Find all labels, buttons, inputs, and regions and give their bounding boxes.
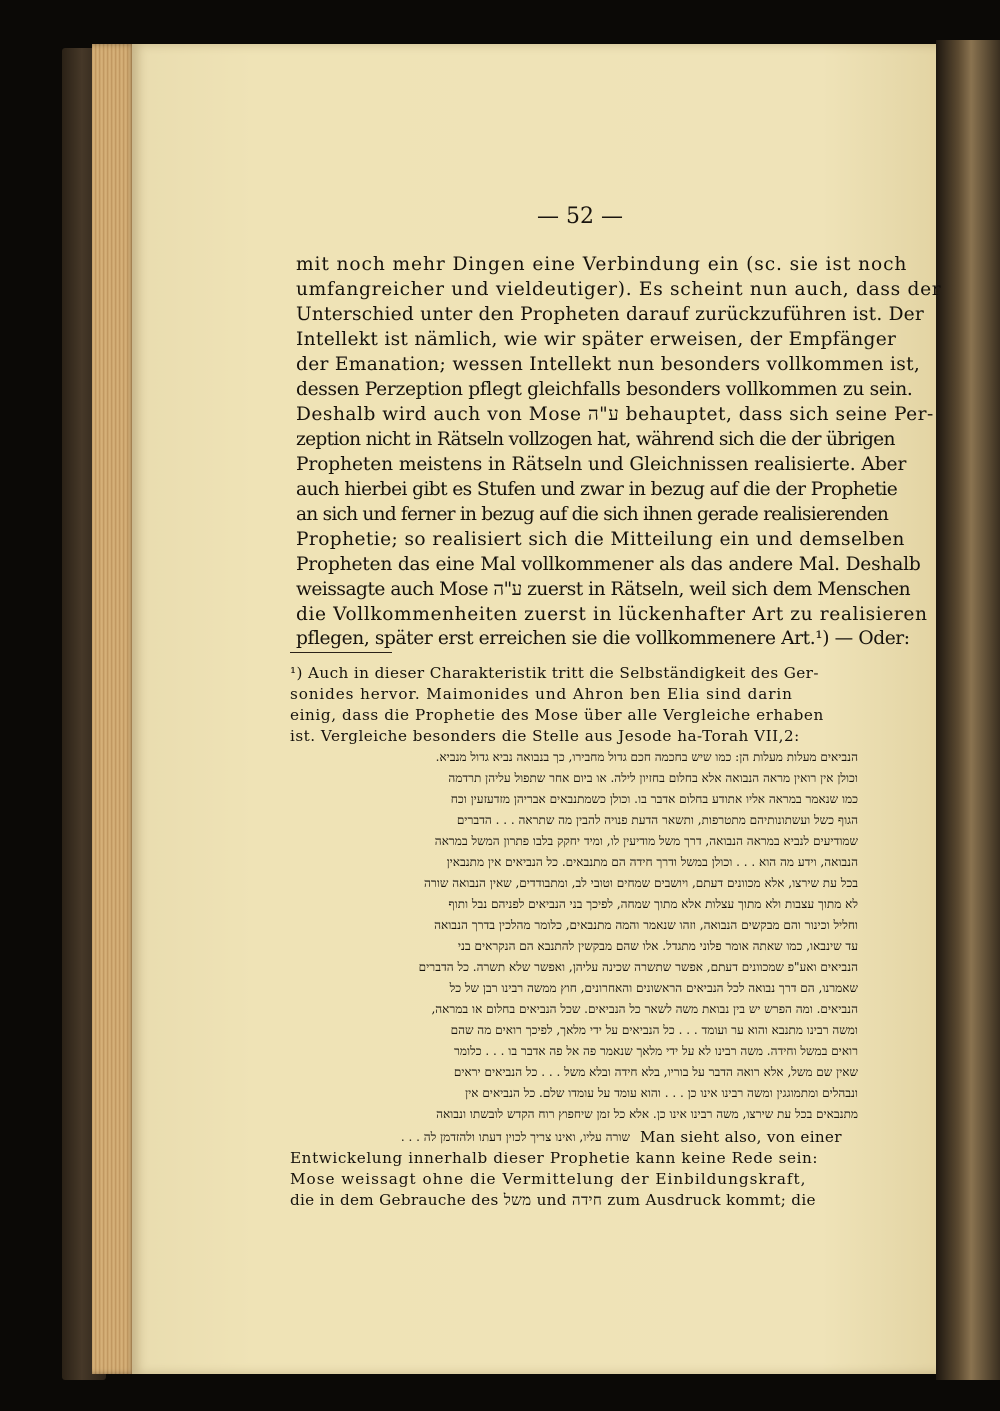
hebrew-quote-line: שאין שם משל, אלא רואה הדבר על בוריו, בלא חידה ובלא משל . . . כל הנביאים יראים bbox=[453, 1065, 858, 1079]
footnote-line: einig, dass die Prophetie des Mose über alle Vergleiche erhaben bbox=[290, 706, 824, 724]
text-line: umfangreicher und vieldeutiger). Es scheint nun auch, dass der bbox=[296, 279, 942, 300]
hebrew-quote-line: וחליל וכינור והם מבקשים הנבואה, וזהו שנאמר והמה מתנבאים, כלומר מהלכין בדרך הנבואה bbox=[434, 918, 858, 932]
footnote-line: sonides hervor. Maimonides und Ahron ben Elia sind darin bbox=[290, 685, 793, 703]
hebrew-quote-line: כמו שנאמר במראה אליו אתודע בחלום אדבר בו. וכולן כשמתנבאים אבריהן מזדעזעין וכח bbox=[450, 792, 858, 806]
text-line: Propheten meistens in Rätseln und Gleichnissen realisierte. Aber bbox=[296, 454, 907, 475]
text-line: Intellekt ist nämlich, wie wir später erweisen, der Empfänger bbox=[296, 329, 897, 350]
page-number: — 52 — bbox=[537, 204, 623, 229]
text-line: zeption nicht in Rätseln vollzogen hat, während sich die der übrigen bbox=[296, 429, 895, 450]
hebrew-quote-line: עד שינבאו, כמו שאתה אומר פלוני מתגדל. אלו שהם מבקשין להתנבא הם הנקראים בני bbox=[457, 939, 858, 953]
text-line: mit noch mehr Dingen eine Verbindung ein (sc. sie ist noch bbox=[296, 254, 908, 275]
footnote-line: ist. Vergleiche besonders die Stelle aus Jesode ha-Torah VII,2: bbox=[290, 727, 800, 745]
text-line: dessen Perzeption pflegt gleichfalls besonders vollkommen zu sein. bbox=[296, 379, 913, 400]
hebrew-quote-line: בכל עת שירצו, אלא מכוונים דעתם, ויושבים שמחים וטובי לב, ומתבודדים, שאין הנבואה שורה bbox=[424, 876, 858, 890]
hebrew-quote-line: שורה עליו, ואינו צריך לכוין דעתו ולהזדמן לה . . . bbox=[400, 1130, 630, 1144]
footnote-line: Mose weissagt ohne die Vermittelung der Einbildungskraft, bbox=[290, 1170, 807, 1188]
facing-page-edge bbox=[936, 40, 1000, 1380]
text-line: weissagte auch Mose ע"ה zuerst in Rätseln, weil sich dem Menschen bbox=[296, 579, 911, 600]
text-line: Unterschied unter den Propheten darauf zurückzuführen ist. Der bbox=[296, 304, 924, 325]
footnote-line: die in dem Gebrauche des משל und חידה zum Ausdruck kommt; die bbox=[290, 1191, 816, 1209]
hebrew-quote-line: וכולן אין רואין מראה הנבואה אלא בחלום בחזיון לילה. או ביום אחר שתפול עליהן תרדמה bbox=[448, 771, 858, 785]
footnote-line: Man sieht also, von einer bbox=[640, 1128, 842, 1146]
hebrew-quote-line: הנביאים. ומה הפרש יש בין נבואת משה לשאר כל הנביאים. שכל הנביאים בחלום או במראה, bbox=[431, 1002, 858, 1016]
hebrew-quote-line: רואים במשל וחידה. משה רבינו לא על ידי מלאך שנאמר פה אל פה אדבר בו . . . כלומר bbox=[454, 1044, 858, 1058]
text-line: die Vollkommenheiten zuerst in lückenhafter Art zu realisieren bbox=[296, 604, 928, 625]
hebrew-quote-line: הגוף כשל ועשתונותיהם מתטרפות, ותשאר הדעת פנויה להבין מה שתראה . . . הדברים bbox=[456, 813, 858, 827]
hebrew-quote-line: לא מתוך עצבות ולא מתוך עצלות אלא מתוך שמחה, לפיכך בני הנביאים לפניהם נבל ותוף bbox=[448, 897, 858, 911]
hebrew-quote-line: שמודיעים לנביא במראה הנבואה, דרך משל מודיעין לו, ומיד יחקק בלבו פתרון המשל במראה bbox=[434, 834, 858, 848]
footnote-rule bbox=[290, 652, 392, 653]
page-edges bbox=[92, 44, 136, 1374]
hebrew-quote-line: הנביאים ואע"פ שמכוונים דעתם, אפשר שתשרה שכינה עליהן, ואפשר שלא תשרה. כל הדברים bbox=[418, 960, 858, 974]
text-line: an sich und ferner in bezug auf die sich ihnen gerade realisierenden bbox=[296, 504, 888, 525]
hebrew-quote-line: שאמרנו, הם דרך נבואה לכל הנביאים הראשונים והאחרונים, חוץ ממשה רבינו רבן של כל bbox=[449, 981, 858, 995]
hebrew-quote-line: מתנבאים בכל עת שירצו, משה רבינו אינו כן. אלא כל זמן שיחפוץ רוח הקדש לובשתו ונבואה bbox=[436, 1107, 858, 1121]
hebrew-quote-line: ונבהלים ומתמוגגין ומשה רבינו אינו כן . . . והוא עומד על עומדו שלם. כל הנביאים אין bbox=[465, 1086, 858, 1100]
text-line: Prophetie; so realisiert sich die Mitteilung ein und demselben bbox=[296, 529, 905, 550]
hebrew-quote-line: הנביאים מעלות מעלות הן: כמו שיש בחכמה חכם גדול מחבירו, כך בנבואה נביא גדול מנביא. bbox=[435, 750, 858, 764]
footnote-line: Entwickelung innerhalb dieser Prophetie kann keine Rede sein: bbox=[290, 1149, 819, 1167]
text-line: der Emanation; wessen Intellekt nun besonders vollkommen ist, bbox=[296, 354, 921, 375]
text-line: Propheten das eine Mal vollkommener als das andere Mal. Deshalb bbox=[296, 554, 921, 575]
hebrew-quote-line: ומשה רבינו מתנבא והוא ער ועומד . . . כל הנביאים על ידי מלאך, לפיכך רואים מה שהם bbox=[450, 1023, 858, 1037]
text-line: auch hierbei gibt es Stufen und zwar in bezug auf die der Prophetie bbox=[296, 479, 898, 500]
text-line: Deshalb wird auch von Mose ע"ה behauptet, dass sich seine Per- bbox=[296, 404, 934, 425]
hebrew-quote-line: הנבואה, וידע מה הוא . . . וכולן במשל ודרך חידה הם מתנבאים. כל הנביאים אין מתנבאין bbox=[446, 855, 858, 869]
footnote-line: ¹) Auch in dieser Charakteristik tritt die Selbständigkeit des Ger- bbox=[290, 664, 819, 682]
text-line: pflegen, später erst erreichen sie die vollkommenere Art.¹) — Oder: bbox=[296, 628, 910, 649]
